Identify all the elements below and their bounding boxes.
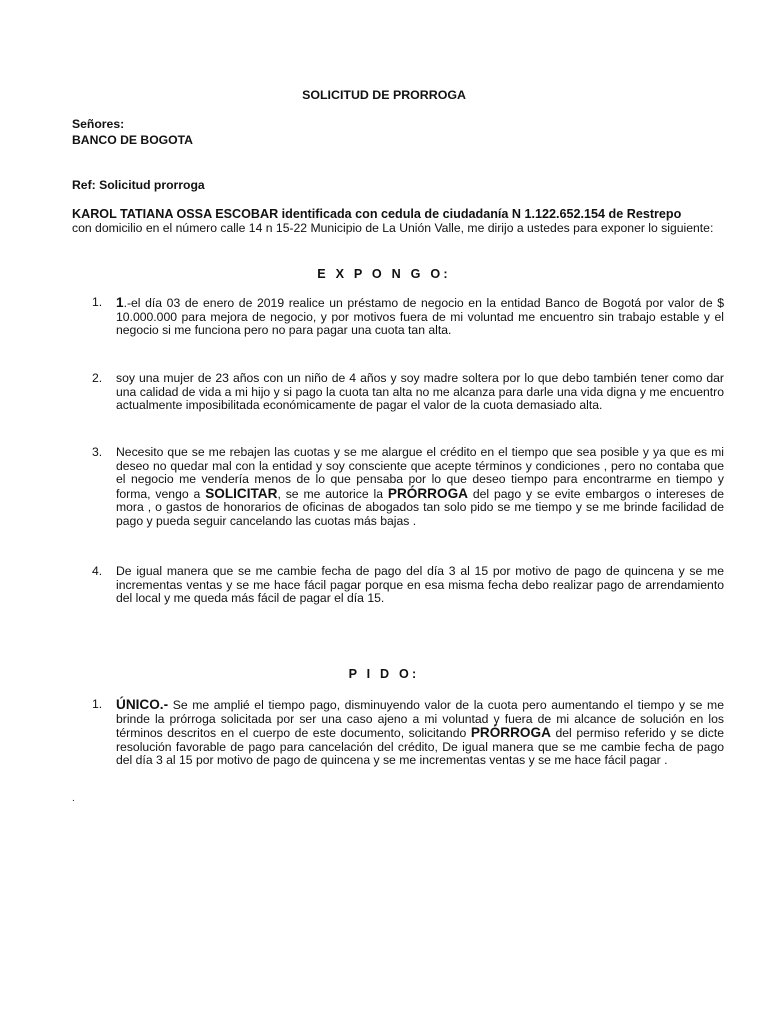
reference-line: Ref: Solicitud prorroga [72, 178, 205, 192]
expongo-item-4 [92, 565, 724, 606]
trailing-mark: . [72, 793, 75, 804]
expongo-item-1 [92, 296, 724, 338]
item-lead: 1 [116, 295, 124, 310]
intro-rest: con domicilio en el número calle 14 n 15-22 Municipio de La Unión Valle, me dirijo a ustedes para exponer lo siguiente: [72, 220, 714, 235]
prorroga-emphasis: PRÓRROGA [387, 485, 468, 501]
prorroga-emphasis: PRÓRROGA [470, 725, 551, 740]
pido-heading: P I D O: [348, 667, 420, 681]
item-text-b: , se me autorice la [277, 486, 388, 501]
pido-item-1 [92, 698, 724, 768]
item-body [116, 446, 724, 528]
item-text: .-el día 03 de enero de 2019 realice un préstamo de negocio en la entidad Banco de Bogotá por valor de $ 10.000.000 para mejora de negocio, y por motivos fuera de mi voluntad me encuentro sin trabajo estable y el negocio si me funciona pero no para pagar una cuota tan alta. [116, 296, 724, 337]
expongo-item-2 [92, 372, 724, 413]
solicitar-emphasis: SOLICITAR [205, 485, 278, 501]
item-body [116, 296, 724, 338]
item-number: 1. [92, 697, 103, 711]
item-text: De igual manera que se me cambie fecha de pago del día 3 al 15 por motivo de pago de quincena y se me incrementas ventas y se me hace fácil pagar porque en esa misma fecha debo realizar pago de arrendamiento del local y me queda más fácil de pagar el día 15. [116, 564, 724, 605]
bank-name: BANCO DE BOGOTA [72, 133, 193, 147]
item-text: soy una mujer de 23 años con un niño de 4 años y soy madre soltera por lo que debo también tener como dar una calidad de vida a mi hijo y si pago la cuota tan alta no me alcanza para darle una vida digna y me encuentro actualmente imposibilitada económicamente de pagar el valor de la cuota demasiado alta. [116, 371, 724, 412]
salutation: Señores: [72, 117, 125, 131]
expongo-item-3 [92, 446, 724, 528]
item-number: 3. [92, 445, 103, 459]
intro-name-line: KAROL TATIANA OSSA ESCOBAR identificada con cedula de ciudadanía N 1.122.652.154 de Restrepo [72, 207, 682, 221]
document-title: SOLICITUD DE PRORROGA [302, 88, 466, 102]
item-body [116, 698, 724, 768]
item-text-a: Se me amplié el tiempo pago, disminuyendo valor de la cuota pero aumentando el tiempo y se me brinde la prórroga solicitada por ser una caso ajeno a mi voluntad y fuera de mi alcance de solución en los términos descritos en el cuerpo de este documento, solicitando [116, 698, 724, 740]
intro-paragraph [72, 208, 724, 235]
item-text-a: Necesito que se me rebajen las cuotas y se me alargue el crédito en el tiempo que sea posible y ya que es mi deseo no quedar mal con la entidad y soy consciente que acepte términos y condiciones , pero no contaba que el negocio me vendería menos de lo que pensaba por lo que deseo tiempo para encontrarme en tiempo y forma, vengo a [116, 445, 724, 501]
expongo-heading: E X P O N G O: [317, 267, 451, 281]
item-number: 4. [92, 564, 103, 578]
item-number: 1. [92, 295, 103, 309]
item-text-b: del permiso referido y se dicte resolución favorable de pago para cancelación del crédito, De igual manera que se me cambie fecha de pago del día 3 al 15 por motivo de pago de quincena y se me incrementas ventas y se me hace fácil pagar . [116, 726, 724, 767]
unico-lead: ÚNICO.- [116, 697, 169, 712]
item-text-c: del pago y se evite embargos o intereses de mora , o gastos de honorarios de oficinas de abogados tan solo pido se me tiempo y se me brinde facilidad de pago y pueda seguir cancelando las cuotas más bajas . [116, 486, 725, 528]
item-number: 2. [92, 371, 103, 385]
